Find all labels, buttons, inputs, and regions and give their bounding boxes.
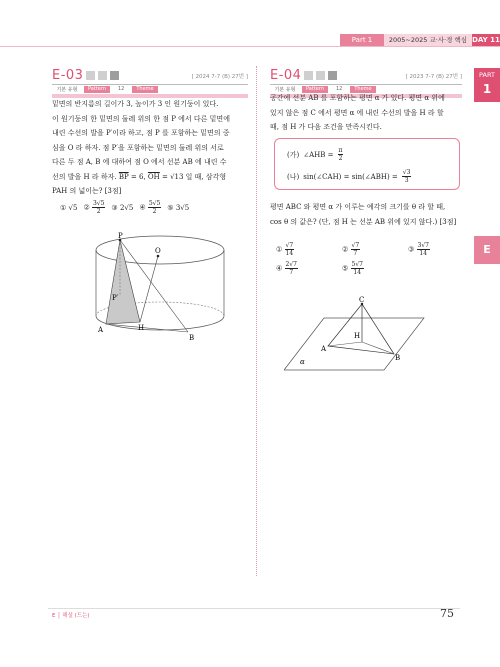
text-line: 심을 O 라 하자. 점 P′을 포함하는 밑면의 둘레 위의 서로 xyxy=(52,143,224,152)
footer-divider xyxy=(48,608,460,609)
choice-fraction: $\frac{5√5}{2}$ xyxy=(148,200,161,215)
choice-3[interactable] xyxy=(408,242,430,257)
choice-fraction: $\frac{3√7}{14}$ xyxy=(417,242,429,257)
label-h: H xyxy=(138,324,145,332)
text-line: 있지 않은 점 C 에서 평면 α 에 내린 수선의 발을 H 라 할 xyxy=(270,108,444,117)
header-title: 2005~2025 교·사·경 핵심 xyxy=(384,34,472,46)
text-segment: = √13 일 때, 삼각형 xyxy=(162,172,227,181)
text-line: PAH 의 넓이는? [3점] xyxy=(52,187,122,195)
side-tab-section[interactable]: E xyxy=(474,236,500,264)
column-divider xyxy=(256,66,257,576)
choice-2[interactable] xyxy=(342,242,408,257)
choice-fraction: $\frac{3√5}{2}$ xyxy=(92,200,105,215)
label-o: O xyxy=(155,247,161,255)
choice-5[interactable] xyxy=(167,204,189,212)
problem-e04-choices xyxy=(276,242,466,276)
problem-number: E-03 xyxy=(52,68,84,83)
choice-mark: ⑤ xyxy=(342,264,349,273)
triangle-pah xyxy=(106,240,140,324)
label-alpha: α xyxy=(300,358,305,366)
label-b: B xyxy=(189,334,195,342)
problem-meta: 기본 유형 xyxy=(274,87,296,93)
text-line: 밑면의 반지름의 길이가 3, 높이가 3 인 원기둥이 있다. xyxy=(52,100,219,108)
choice-mark: ④ xyxy=(276,264,283,273)
text-line: 공간에 선분 AB 를 포함하는 평면 α 가 있다. 평면 α 위에 xyxy=(270,94,445,102)
difficulty-box xyxy=(98,71,107,80)
text-line: 다른 두 점 A, B 에 대하여 점 O 에서 선분 AB 에 내린 수 xyxy=(52,158,227,166)
text-line xyxy=(52,170,250,185)
segment-bp: $\overline{BP}$ xyxy=(118,172,129,181)
choice-1[interactable] xyxy=(276,242,342,257)
condition-label: (나) xyxy=(287,172,300,181)
choice-fraction: $\frac{√7}{7}$ xyxy=(351,242,360,257)
pattern-value: 12 xyxy=(336,86,343,92)
choice-4[interactable] xyxy=(276,261,342,276)
condition-b xyxy=(287,169,411,184)
label-c: C xyxy=(359,296,365,304)
label-b: B xyxy=(395,354,401,362)
header-day-badge: DAY 11 xyxy=(472,36,500,44)
header-rule xyxy=(52,84,248,85)
text-line: 때, 점 H 가 다음 조건을 만족시킨다. xyxy=(270,123,382,131)
pattern-chip: Pattern xyxy=(302,86,328,93)
plane-alpha xyxy=(284,318,424,370)
header-rule xyxy=(270,84,462,85)
problem-e04-text xyxy=(270,91,464,135)
side-tab-part-label: PART xyxy=(479,71,495,79)
choice-mark: ③ xyxy=(111,203,118,212)
plane-figure xyxy=(284,296,434,378)
condition-box xyxy=(274,138,460,190)
text-segment: = 6, xyxy=(130,172,146,181)
pattern-value: 12 xyxy=(118,86,125,92)
theme-chip: Theme xyxy=(350,86,375,93)
problem-e03-text xyxy=(52,97,250,199)
difficulty-box xyxy=(328,71,337,80)
choice-fraction: $\frac{√7}{14}$ xyxy=(285,242,294,257)
choice-5[interactable] xyxy=(342,261,364,276)
choice-mark: ② xyxy=(83,203,90,212)
problem-number: E-04 xyxy=(270,68,302,83)
choice-mark: ② xyxy=(342,245,349,254)
condition-a xyxy=(287,147,343,162)
side-tab-part[interactable] xyxy=(474,68,500,102)
label-a: A xyxy=(98,326,104,334)
choice-mark: ⑤ xyxy=(167,203,174,212)
segment-oh xyxy=(140,256,158,322)
segments-ah-bh xyxy=(328,342,394,354)
theme-chip: Theme xyxy=(132,86,157,93)
text-line: 이 원기둥의 한 밑면의 둘레 위의 한 점 P 에서 다른 밑면에 xyxy=(52,114,230,123)
difficulty-box xyxy=(86,71,95,80)
problem-e04-question xyxy=(270,200,464,229)
footer-section-label: E │ 해설 (드는) xyxy=(52,613,90,619)
choice-fraction: $\frac{2√7}{7}$ xyxy=(285,261,297,276)
problem-e03-choices xyxy=(60,200,256,215)
choice-1[interactable] xyxy=(60,204,77,212)
page-number: 75 xyxy=(440,607,454,620)
choice-mark: ④ xyxy=(139,203,146,212)
pattern-chip: Pattern xyxy=(84,86,110,93)
header-divider xyxy=(0,46,500,47)
segment-ab xyxy=(106,324,188,332)
problem-e03-header xyxy=(52,68,248,98)
problem-meta: 기본 유형 xyxy=(56,87,78,93)
choice-value: 3√5 xyxy=(175,203,190,212)
difficulty-box xyxy=(304,71,313,80)
problem-source: [ 2023 7-7 (B) 27번 ] xyxy=(405,73,462,80)
choice-4[interactable] xyxy=(139,200,161,215)
choice-mark: ③ xyxy=(408,245,415,254)
side-tab-part-number: 1 xyxy=(482,82,492,96)
text-line: cos θ 의 값은? (단, 점 H 는 선분 AB 위에 있지 않다.) [3점] xyxy=(270,217,457,226)
segment-oh: $\overline{OH}$ xyxy=(147,172,160,181)
label-p-prime: P′ xyxy=(112,294,119,302)
cylinder-figure xyxy=(88,228,238,348)
condition-fraction: $\frac{\pi}{2}$ xyxy=(338,147,343,162)
header-part-label: Part 1 xyxy=(340,34,384,46)
label-a: A xyxy=(321,345,327,353)
condition-text: sin(∠CAH) = sin(∠ABH) = xyxy=(303,172,398,181)
text-segment: 선의 발을 H 라 하자. xyxy=(52,172,117,181)
choice-2[interactable] xyxy=(83,200,105,215)
text-line: 내린 수선의 발을 P′이라 하고, 점 P 를 포함하는 밑면의 중 xyxy=(52,129,230,137)
choice-mark: ① xyxy=(60,203,67,212)
point-o xyxy=(157,255,160,258)
condition-label: (가) xyxy=(287,150,300,159)
text-line: 평면 ABC 와 평면 α 가 이루는 예각의 크기를 θ 라 할 때, xyxy=(270,203,446,211)
difficulty-box xyxy=(316,71,325,80)
difficulty-box xyxy=(110,71,119,80)
condition-text: ∠AHB = xyxy=(303,150,334,159)
choice-value: √5 xyxy=(68,203,78,212)
choice-fraction: $\frac{5√7}{14}$ xyxy=(351,261,363,276)
choice-3[interactable] xyxy=(111,204,133,212)
choice-mark: ① xyxy=(276,245,283,254)
condition-fraction: $\frac{√3}{3}$ xyxy=(402,169,411,184)
choice-value: 2√5 xyxy=(119,203,134,212)
triangle-abc xyxy=(328,304,394,354)
problem-source: [ 2024 7-7 (B) 27번 ] xyxy=(191,73,248,80)
label-h: H xyxy=(354,332,361,340)
label-p: P xyxy=(118,232,123,240)
